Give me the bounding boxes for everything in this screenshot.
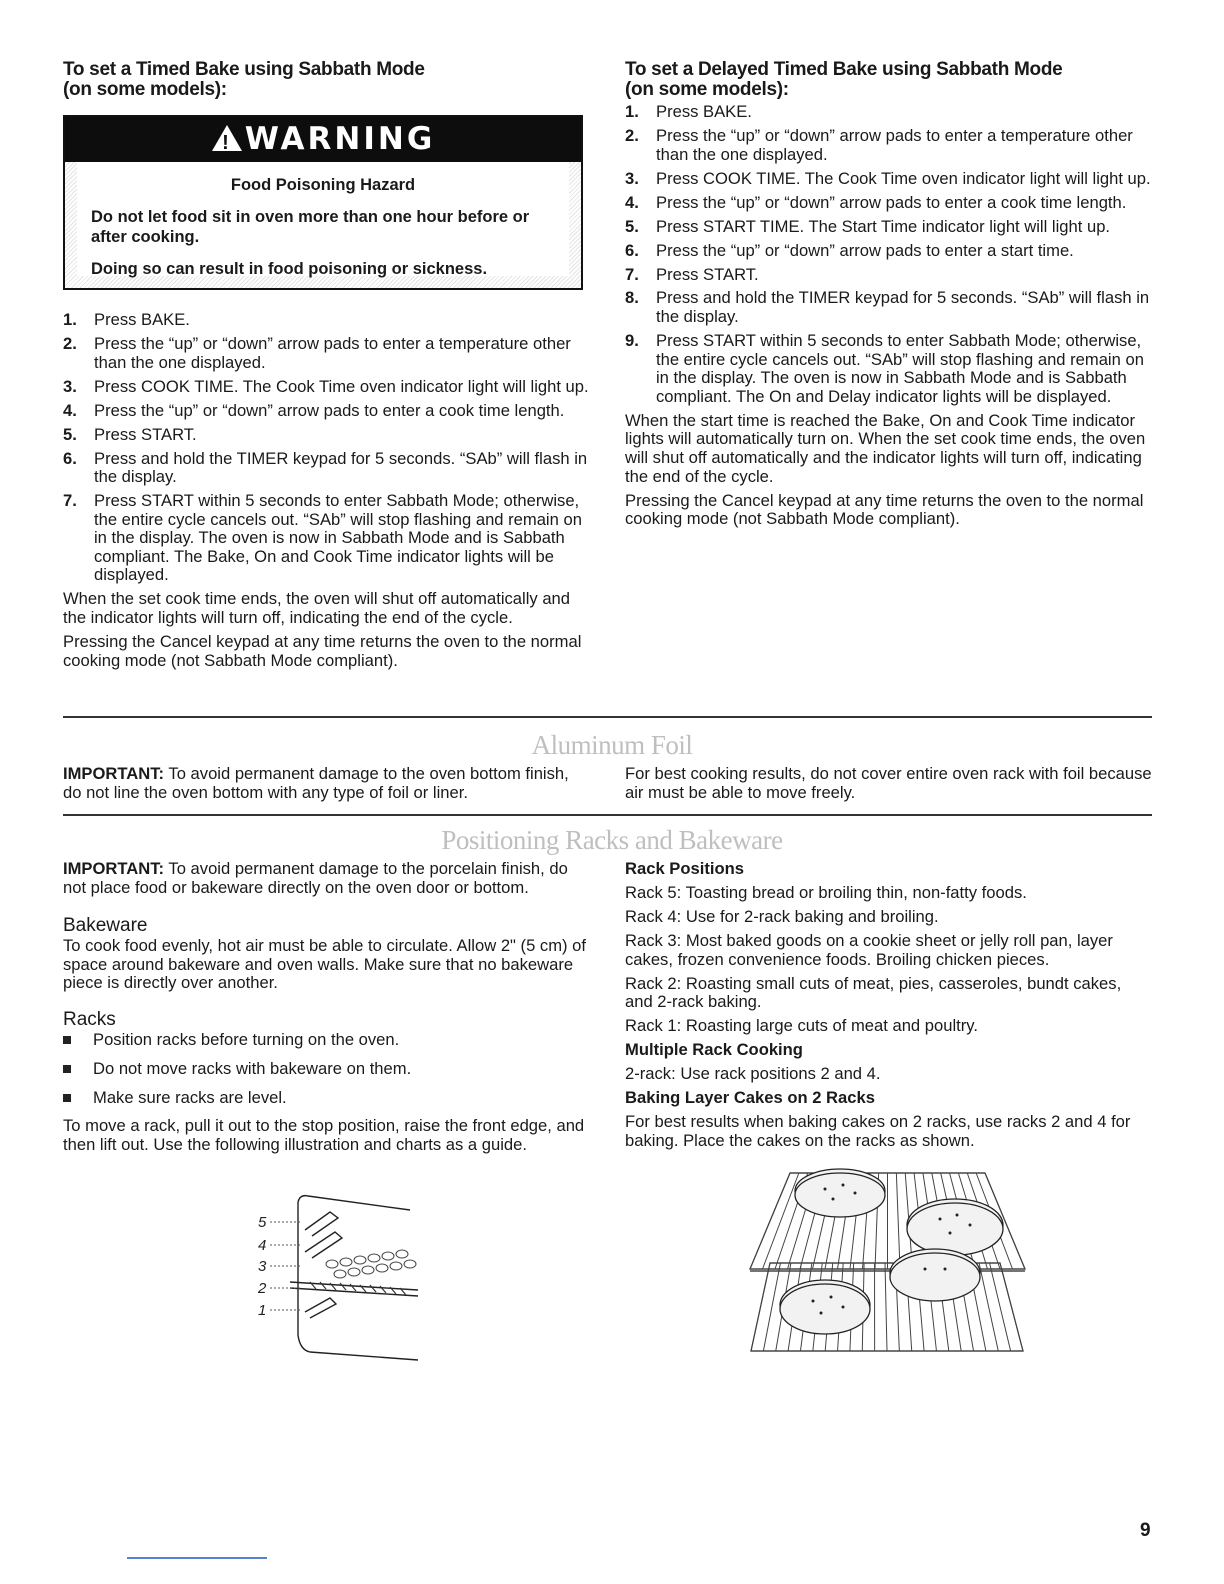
warning-hazard: Food Poisoning Hazard	[230, 176, 416, 194]
rack-wire	[751, 1263, 770, 1351]
list-item: 8. Press and hold the TIMER keypad for 5 seconds. “SAb” will flash in the display.	[625, 288, 1150, 327]
rack-position-2: Rack 2: Roasting small cuts of meat, pies, casseroles, bundt cakes, and 2-rack baking.	[625, 973, 1122, 1012]
list-item: 1. Press BAKE.	[63, 310, 190, 329]
rack-label-1: 1	[258, 1302, 267, 1319]
list-item: 3. Press COOK TIME. The Cook Time oven indicator light will light up.	[63, 376, 589, 396]
list-item: 2. Press the “up” or “down” arrow pads to enter a temperature other than the one displayed.	[63, 333, 571, 372]
list-item: 6. Press the “up” or “down” arrow pads to enter a start time.	[625, 240, 1074, 260]
divider	[63, 814, 1152, 816]
multiple-rack-title: Multiple Rack Cooking	[625, 1040, 803, 1060]
timed-bake-paragraph-1: When the set cook time ends, the oven will shut off automatically and the indicator lights will turn off, indicating the end of the cycle.	[63, 589, 571, 628]
list-item: 1. Press BAKE.	[625, 102, 752, 121]
rack-wire	[750, 1173, 790, 1269]
list-item: 4. Press the “up” or “down” arrow pads to enter a cook time length.	[63, 400, 565, 420]
delayed-bake-paragraph-1: When the start time is reached the Bake, On and Cook Time indicator lights will automatically turn on. When the set cook time ends, the oven will shut off automatically and the indicator lights will turn off, indicating the end of the cycle.	[625, 410, 1146, 486]
left-top-column	[63, 60, 591, 100]
rack-position-3: Rack 3: Most baked goods on a cookie sheet or jelly roll pan, layer cakes, frozen convenience foods. Broiling chicken pieces.	[625, 930, 1113, 969]
delayed-bake-title: To set a Delayed Timed Bake using Sabbath Mode (on some models):	[625, 59, 1063, 100]
divider	[63, 716, 1152, 718]
rack-wire	[763, 1173, 799, 1269]
list-item: Make sure racks are level.	[63, 1089, 591, 1108]
warning-line-1: Do not let food sit in oven more than one hour before or after cooking.	[91, 208, 530, 246]
layer-cakes-title: Baking Layer Cakes on 2 Racks	[625, 1088, 875, 1108]
rack-wire	[1000, 1263, 1023, 1351]
rack-wire	[979, 1263, 998, 1351]
left-steps-block	[63, 311, 591, 676]
page-number: 9	[1140, 1520, 1151, 1541]
delayed-bake-paragraph-2: Pressing the Cancel keypad at any time returns the oven to the normal cooking mode (not Sabbath Mode compliant).	[625, 490, 1144, 529]
positioning-racks-heading: Positioning Racks and Bakeware	[441, 825, 783, 855]
racks-text: To move a rack, pull it out to the stop position, raise the front edge, and then lift out. Use the following illustration and charts as a guide.	[63, 1116, 585, 1154]
foil-right-text: For best cooking results, do not cover entire oven rack with foil because air must be able to move freely.	[625, 764, 1152, 802]
racks-right-column	[625, 860, 1153, 1156]
delayed-bake-steps	[625, 103, 1153, 406]
list-item: 7. Press START within 5 seconds to enter Sabbath Mode; otherwise, the entire cycle cancels out. “SAb” will stop flashing and remain on in the display. The oven is now in Sabbath Mode and is Sabbath compliant. The Bake, On and Cook Time indicator lights will be displayed.	[63, 491, 582, 585]
svg-text:!: !	[221, 132, 232, 152]
rack-wire	[896, 1173, 900, 1269]
list-item: Do not move racks with bakeware on them.	[63, 1060, 591, 1079]
rack-wire	[990, 1263, 1011, 1351]
warning-line-2: Doing so can result in food poisoning or sickness.	[91, 260, 488, 278]
foil-left-text: IMPORTANT: To avoid permanent damage to the oven bottom finish, do not line the oven bottom with any type of foil or liner.	[63, 764, 569, 802]
timed-bake-paragraph-2: Pressing the Cancel keypad at any time returns the oven to the normal cooking mode (not Sabbath Mode compliant).	[63, 632, 582, 670]
bakeware-text: To cook food evenly, hot air must be able to circulate. Allow 2" (5 cm) of space around bakeware and oven walls. Make sure that no bakeware piece is directly over another.	[63, 936, 587, 993]
racks-bullets	[63, 1031, 591, 1107]
list-item: Position racks before turning on the oven.	[63, 1031, 591, 1050]
list-item: 6. Press and hold the TIMER keypad for 5 seconds. “SAb” will flash in the display.	[63, 448, 588, 487]
divider	[127, 1557, 267, 1559]
warning-heading: WARNING	[244, 121, 436, 157]
timed-bake-steps	[63, 311, 591, 585]
rack-label-2: 2	[258, 1280, 267, 1297]
right-top-column	[625, 60, 1153, 534]
racks-left-column	[63, 860, 591, 1160]
list-item: 5. Press START TIME. The Start Time indicator light will light up.	[625, 216, 1111, 236]
multiple-rack-text: 2-rack: Use rack positions 2 and 4.	[625, 1064, 881, 1084]
warning-body	[77, 162, 569, 276]
racks-title: Racks	[63, 1008, 116, 1030]
warning-triangle-icon	[211, 124, 243, 152]
rack-label-4: 4	[258, 1237, 267, 1254]
list-item: 4. Press the “up” or “down” arrow pads to enter a cook time length.	[625, 192, 1127, 212]
timed-bake-title: To set a Timed Bake using Sabbath Mode (on some models):	[63, 59, 425, 100]
bakeware-title: Bakeware	[63, 915, 148, 937]
warning-header	[65, 117, 581, 162]
aluminum-foil-heading: Aluminum Foil	[531, 730, 693, 760]
warning-box	[63, 115, 583, 290]
rack-positions-illustration	[250, 1190, 430, 1365]
rack-positions-title: Rack Positions	[625, 859, 744, 878]
layer-cakes-text: For best results when baking cakes on 2 racks, use racks 2 and 4 for baking. Place the cakes on the racks as shown.	[625, 1112, 1131, 1150]
list-item: 3. Press COOK TIME. The Cook Time oven indicator light will light up.	[625, 168, 1151, 188]
list-item: 9. Press START within 5 seconds to enter Sabbath Mode; otherwise, the entire cycle cancels out. “SAb” will stop flashing and remain on in the display. The oven is now in Sabbath Mode and is Sabbath compliant. The On and Delay indicator lights will be displayed.	[625, 331, 1144, 406]
rack-position-4: Rack 4: Use for 2-rack baking and broiling.	[625, 906, 939, 926]
rack-label-5: 5	[258, 1214, 267, 1231]
racks-important: IMPORTANT: To avoid permanent damage to the porcelain finish, do not place food or bakeware directly on the oven door or bottom.	[63, 859, 568, 897]
rack-position-5: Rack 5: Toasting bread or broiling thin, non-fatty foods.	[625, 882, 1027, 902]
rack-position-1: Rack 1: Roasting large cuts of meat and poultry.	[625, 1016, 978, 1036]
list-item: 7. Press START.	[625, 264, 759, 284]
cakes-on-racks-illustration	[745, 1165, 1030, 1360]
list-item: 2. Press the “up” or “down” arrow pads to enter a temperature other than the one displayed.	[625, 125, 1133, 164]
rack-wire	[885, 1263, 887, 1351]
rack-label-3: 3	[258, 1258, 267, 1275]
list-item: 5. Press START.	[63, 424, 197, 444]
